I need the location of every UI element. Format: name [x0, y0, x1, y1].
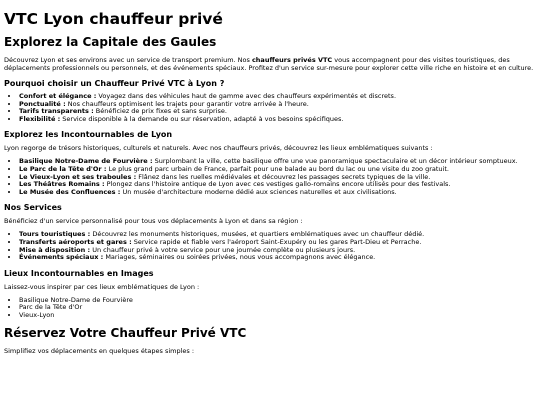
list-item: • Flexibilité : Service disponible à la demande ou sur réservation, adapté à vos besoins spécifiques. [19, 116, 536, 124]
list-item: • Basilique Notre-Dame de Fourvière : Surplombant la ville, cette basilique offre une vue panoramique spectaculaire et un décor intérieur somptueux. [19, 158, 536, 166]
images-intro: Laissez-vous inspirer par ces lieux emblématiques de Lyon : [4, 282, 200, 291]
services-intro: Bénéficiez d'un service personnalisé pour tous vos déplacements à Lyon et dans sa région : [4, 217, 303, 226]
list-item: • Mise à disposition : Un chauffeur privé à votre service pour une journée complète ou plusieurs jours. [19, 247, 536, 255]
intro-bold-text: chauffeurs privés VTC [251, 56, 333, 64]
list-item: • Le Vieux-Lyon et ses traboules : Flânez dans les ruelles médiévales et découvrez les passages secrets typiques de la ville. [19, 174, 536, 182]
list-item: • Tarifs transparents : Bénéficiez de prix fixes et sans surprise. [19, 108, 536, 116]
section-heading-images: Lieux Incontournables en Images [4, 268, 154, 278]
list-item: • Le Musée des Confluences : Un musée d'architecture moderne dédié aux sciences naturelles et aux civilisations. [19, 189, 536, 197]
list-item: • Transferts aéroports et gares : Service rapide et fiable vers l'aéroport Saint-Exupéry ou les gares Part-Dieu et Perrache. [19, 239, 536, 247]
incontournables-list [4, 158, 536, 196]
list-item: • Tours touristiques : Découvrez les monuments historiques, musées, et quartiers emblématiques avec un chauffeur dédié. [19, 231, 536, 239]
page-content [0, 10, 540, 355]
page-title: VTC Lyon chauffeur privé [4, 10, 223, 28]
reserve-intro: Simplifiez vos déplacements en quelques étapes simples : [4, 346, 195, 355]
list-item: • Confort et élégance : Voyagez dans des véhicules haut de gamme avec des chauffeurs expérimentés et discrets. [19, 93, 536, 101]
intro-paragraph: Découvrez Lyon et ses environs avec un service de transport premium. Nos chauffeurs privés VTC vous accompagnent pour des visites touristiques, des déplacements professionnels ou personnels, et des événements spéciaux. Profitez d'un service sur-mesure pour explorer cette ville riche en histoire et en culture. [4, 56, 534, 72]
section-heading-why: Pourquoi choisir un Chauffeur Privé VTC à Lyon ? [4, 79, 225, 88]
section-heading-incontournables: Explorez les Incontournables de Lyon [4, 130, 173, 140]
services-list [4, 231, 536, 261]
list-item: • Les Théâtres Romains : Plongez dans l'histoire antique de Lyon avec ces vestiges gallo-romains encore utilisés pour des festivals. [19, 181, 536, 189]
images-list [4, 297, 536, 320]
list-item: • Le Parc de la Tête d'Or : Le plus grand parc urbain de France, parfait pour une balade au bord du lac ou une visite du zoo gratuit. [19, 166, 536, 174]
section-heading-services: Nos Services [4, 203, 62, 213]
section-heading-capitale: Explorez la Capitale des Gaules [4, 35, 217, 49]
list-item: • Basilique Notre-Dame de Fourvière [19, 297, 536, 305]
incontournables-intro: Lyon regorge de trésors historiques, culturels et naturels. Avec nos chauffeurs privés, découvrez les lieux emblématiques suivants : [4, 144, 433, 153]
list-item: • Ponctualité : Nos chauffeurs optimisent les trajets pour garantir votre arrivée à l'heure. [19, 101, 536, 109]
section-heading-reserve: Réservez Votre Chauffeur Privé VTC [4, 325, 247, 340]
list-item: • Événements spéciaux : Mariages, séminaires ou soirées privées, nous vous accompagnons avec élégance. [19, 254, 536, 262]
list-item: • Vieux-Lyon [19, 312, 536, 320]
why-list [4, 93, 536, 123]
list-item: • Parc de la Tête d'Or [19, 304, 536, 312]
